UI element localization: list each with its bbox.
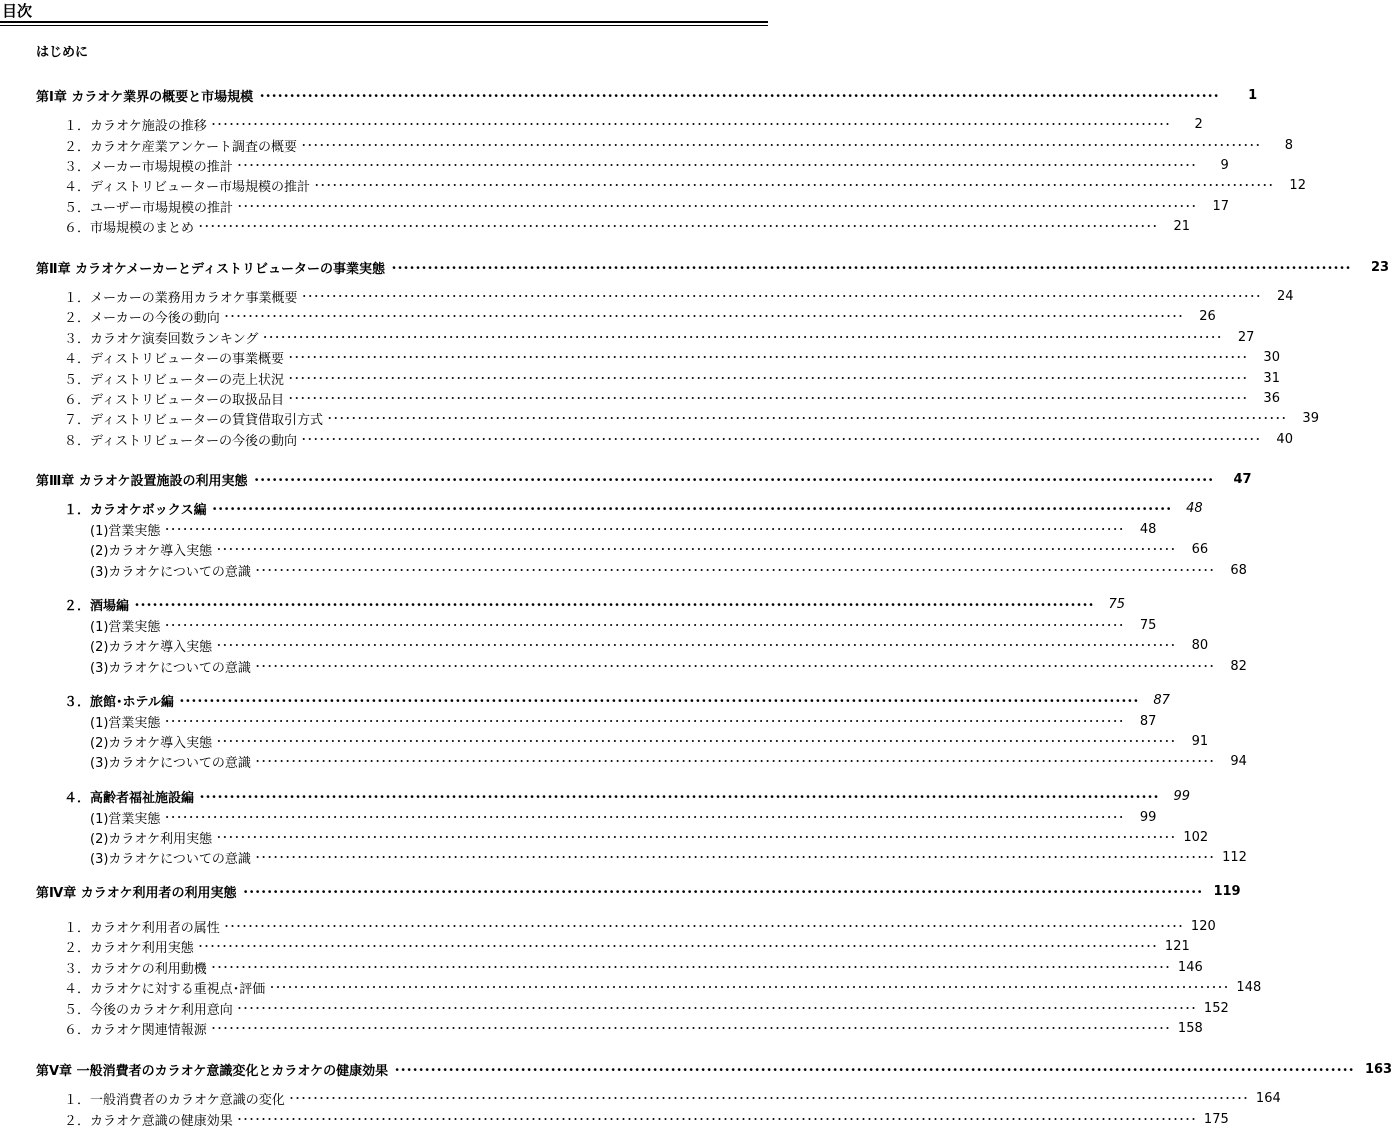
toc-entry [64,1089,1281,1108]
toc-subentry [90,561,1247,580]
section-heading-page-number: 99 [1173,788,1191,804]
dot-leader: ････････････････････････････････････････････････････････････････････････････････････････････････････････････････････････････････････････････････････････････････ [210,1022,1171,1035]
chapter-heading-page-number: 119 [1213,883,1241,899]
toc-entry-title: ５．今後のカラオケ利用意向 [64,1002,233,1018]
toc-subentry-page-number: 94 [1230,753,1247,769]
toc-subentry-page-number: 91 [1191,733,1209,749]
toc-subentry [90,712,1157,731]
toc-entry-page-number: 21 [1173,218,1191,234]
toc-entry-page-number: 26 [1199,308,1216,324]
toc-entry-page-number: 30 [1263,349,1280,365]
toc-entry-title: １．メーカーの業務用カラオケ事業概要 [64,290,298,306]
toc-entry-title: ４．ディストリビューターの事業概要 [64,351,284,367]
toc-entry-title: ２．メーカーの今後の動向 [64,310,220,326]
toc-subentry-title: (3)カラオケについての意識 [90,660,251,676]
dot-leader: ････････････････････････････････････････････････････････････････････････････････････････････････････････････････････････････････････････････････････････････････ [210,118,1171,131]
dot-leader: ････････････････････････････････････････････････････････････････････････････････････････････････････････････････････････････････････････････････････････････････ [237,200,1198,213]
toc-entry-page-number: 8 [1284,137,1293,153]
toc-subentry-page-number: 80 [1191,637,1209,653]
dot-leader: ････････････････････････････････････････････････････････････････････････････････････････････････････････････････････････････････････････････････････････････････ [288,1092,1249,1105]
toc-subentry-title: (2)カラオケ導入実態 [90,735,213,751]
toc-subentry-title: (1)営業実態 [90,619,161,635]
dot-leader: ････････････････････････････････････････････････････････････････････････････････････････････････････････････････････････････････････････････････････････････････ [253,472,1214,487]
toc-entry [64,136,1293,155]
dot-leader: ････････････････････････････････････････････････････････････････････････････････････････････････････････････････････････････････････････････････････････････････ [326,412,1287,425]
toc-entry-title: ２．カラオケ意識の健康効果 [64,1113,233,1129]
dot-leader: ････････････････････････････････････････････････････････････････････････････････････････････････････････････････････････････････････････････････････････････････ [242,884,1203,899]
toc-entry-page-number: 39 [1302,410,1319,426]
dot-leader: ････････････････････････････････････････････････････････････････････････････････････････････････････････････････････････････････････････････････････････････････ [198,220,1159,233]
toc-entry [64,197,1230,216]
dot-leader: ････････････････････････････････････････････････････････････････････････････････････････････････････････････････････････････････････････････････････････････････ [223,310,1184,323]
dot-leader: ････････････････････････････････････････････････････････････････････････････････････････････････････････････････････････････････････････････････････････････････ [254,755,1215,768]
dot-leader: ････････････････････････････････････････････････････････････････････････････････････････････････････････････････････････････････････････････････････････････････ [164,715,1125,728]
toc-entry-page-number: 152 [1203,1000,1229,1016]
section-heading-page-number: 87 [1153,692,1170,708]
toc-entry [64,409,1319,428]
dot-leader: ････････････････････････････････････････････････････････････････････････････････････････････････････････････････････････････････････････････････････････････････ [301,290,1262,303]
dot-leader: ････････････････････････････････････････････････････････････････････････････････････････････････････････････････････････････････････････････････････････････････ [236,1002,1197,1015]
dot-leader: ････････････････････････････････････････････････････････････････････････････････････････････････････････････････････････････････････････････････････････････････ [236,159,1197,172]
dot-leader: ････････････････････････････････････････････････････････････････････････････････････････････････････････････････････････････････････････････････････････････････ [223,920,1184,933]
section-heading [64,595,1126,614]
toc-entry-page-number: 17 [1212,198,1230,214]
toc-entry [64,999,1229,1018]
dot-leader: ････････････････････････････････････････････････････････････････････････････････････････････････････････････････････････････････････････････････････････････････ [210,961,1171,974]
dot-leader: ････････････････････････････････････････････････････････････････････････････････････････････････････････････････････････････････････････････････････････････････ [300,139,1261,152]
dot-leader: ････････････････････････････････････････････････････････････････････････････････････････････････････････････････････････････････････････････････････････････････ [211,501,1172,516]
toc-subentry-page-number: 112 [1222,849,1247,865]
toc-subentry-page-number: 68 [1230,562,1247,578]
toc-entry-page-number: 2 [1194,116,1203,132]
dot-leader: ････････････････････････････････････････････････････････････････････････････････････････････････････････････････････････････････････････････････････････････････ [236,1113,1197,1126]
toc-subentry-title: (2)カラオケ利用実態 [90,831,213,847]
toc-entry [64,917,1216,936]
toc-subentry-title: (2)カラオケ導入実態 [90,639,213,655]
toc-entry [64,369,1280,388]
toc-subentry-page-number: 102 [1183,829,1209,845]
dot-leader: ････････････････････････････････････････････････････････････････････････････････････････････････････････････････････････････････････････････････････････････････ [134,597,1095,612]
chapter-heading [36,470,1252,489]
dot-leader: ････････････････････････････････････････････････････････････････････････････････････････････････････････････････････････････････････････････････････････････････ [259,88,1220,103]
section-heading [64,691,1170,710]
toc-subentry [90,808,1157,827]
toc-entry-title: １．カラオケ利用者の属性 [64,920,220,936]
chapter-heading-title: 第Ⅳ章 カラオケ利用者の利用実態 [36,885,237,901]
toc-entry-page-number: 24 [1276,288,1294,304]
toc-entry-title: ７．ディストリビューターの賃貸借取引方式 [64,412,323,428]
toc-subentry-page-number: 75 [1139,617,1157,633]
toc-entry [64,156,1229,175]
dot-leader: ････････････････････････････････････････････････････････････････････････････････････････････････････････････････････････････････････････････････････････････････ [269,981,1230,994]
dot-leader: ････････････････････････････････････････････････････････････････････････････････････････････････････････････････････････････････････････････････････････････････ [216,543,1177,556]
page-title: 目次 [2,2,33,20]
toc-entry-title: ５．ディストリビューターの売上状況 [64,372,284,388]
toc-entry [64,287,1294,306]
toc-entry [64,389,1280,408]
section-heading-page-number: 75 [1108,596,1126,612]
section-heading-page-number: 48 [1186,500,1203,516]
section-heading [64,499,1203,518]
dot-leader: ････････････････････････････････････････････････････････････････････････････････････････････････････････････････････････････････････････････････････････････････ [216,639,1177,652]
toc-subentry [90,636,1209,655]
toc-subentry-title: (3)カラオケについての意識 [90,851,251,867]
toc-entry [64,430,1293,449]
dot-leader: ････････････････････････････････････････････････････････････････････････････････････････････････････････････････････････････････････････････････････････････････ [287,392,1248,405]
toc-subentry-page-number: 87 [1139,713,1157,729]
toc-entry-page-number: 36 [1263,390,1280,406]
toc-entry-title: １．カラオケ施設の推移 [64,118,207,134]
dot-leader: ････････････････････････････････････････････････････････････････････････････････････････････････････････････････････････････････････････････････････････････････ [164,523,1125,536]
chapter-heading-page-number: 23 [1370,259,1390,275]
section-heading-title: ４．高齢者福祉施設編 [64,790,195,806]
chapter-heading-page-number: 47 [1233,471,1252,487]
chapter-heading [36,258,1390,277]
toc-entry-page-number: 9 [1220,157,1229,173]
toc-entry-title: ４．ディストリビューター市場規模の推計 [64,179,310,195]
toc-entry-page-number: 148 [1236,979,1262,995]
toc-entry [64,1110,1229,1129]
dot-leader: ････････････････････････････････････････････････････････････････････････････････････････････････････････････････････････････････････････････････････････････････ [391,260,1352,275]
toc-entry-page-number: 175 [1203,1111,1229,1127]
dot-leader: ････････････････････････････････････････････････････････････････････････････････････････････････････････････････････････････････････････････････････････････････ [199,789,1160,804]
toc-entry [64,978,1262,997]
toc-entry-title: ６．ディストリビューターの取扱品目 [64,392,284,408]
toc-entry-page-number: 27 [1237,329,1255,345]
toc-subentry [90,657,1247,676]
dot-leader: ････････････････････････････････････････････････････････････････････････････････････････････････････････････････････････････････････････････････････････････････ [164,619,1125,632]
dot-leader: ････････････････････････････････････････････････････････････････････････････････････････････････････････････････････････････････････････････････････････････････ [287,351,1248,364]
dot-leader: ････････････････････････････････････････････････････････････････････････････････････････････････････････････････････････････････････････････････････････････････ [313,179,1274,192]
chapter-heading-title: 第Ⅱ章 カラオケメーカーとディストリビューターの事業実態 [36,261,386,277]
toc-entry-page-number: 40 [1276,431,1293,447]
toc-entry-title: ３．カラオケ演奏回数ランキング [64,331,259,347]
toc-entry-page-number: 120 [1190,918,1216,934]
toc-entry [64,937,1190,956]
section-heading-title: ３．旅館･ホテル編 [64,694,174,710]
chapter-heading [36,1060,1392,1079]
toc-subentry [90,828,1209,847]
toc-entry-title: ８．ディストリビューターの今後の動向 [64,433,297,449]
toc-subentry-title: (2)カラオケ導入実態 [90,543,213,559]
toc-entry-title: １．一般消費者のカラオケ意識の変化 [64,1092,285,1108]
chapter-heading-page-number: 1 [1248,87,1258,103]
toc-entry [64,115,1203,134]
chapter-heading [36,86,1258,105]
section-heading-title: １．カラオケボックス編 [64,502,207,518]
toc-subentry [90,520,1157,539]
toc-entry-page-number: 158 [1177,1020,1203,1036]
toc-entry-page-number: 146 [1177,959,1203,975]
toc-subentry [90,848,1247,867]
chapter-heading-title: 第Ⅲ章 カラオケ設置施設の利用実態 [36,473,248,489]
toc-entry-title: ２．カラオケ利用実態 [64,940,194,956]
toc-entry [64,307,1216,326]
toc-subentry-page-number: 82 [1230,658,1247,674]
toc-entry-page-number: 31 [1263,370,1280,386]
toc-subentry [90,540,1209,559]
toc-entry [64,217,1191,236]
dot-leader: ････････････････････････････････････････････････････････････････････････････････････････････････････････････････････････････････････････････････････････････････ [300,433,1261,446]
toc-subentry [90,616,1157,635]
toc-entry-title: ６．カラオケ関連情報源 [64,1022,207,1038]
toc-entry-title: ４．カラオケに対する重視点･評価 [64,981,266,997]
intro-heading: はじめに [36,45,89,60]
toc-entry [64,348,1280,367]
section-heading [64,787,1191,806]
dot-leader: ････････････････････････････････････････････････････････････････････････････････････････････････････････････････････････････････････････････････････････････････ [216,735,1177,748]
dot-leader: ････････････････････････････････････････････････････････････････････････････････････････････････････････････････････････････････････････････････････････････････ [287,372,1248,385]
toc-subentry-title: (1)営業実態 [90,811,161,827]
toc-subentry-title: (1)営業実態 [90,523,161,539]
toc-entry-page-number: 164 [1255,1090,1281,1106]
toc-entry-title: ３．メーカー市場規模の推計 [64,159,233,175]
dot-leader: ････････････････････････････････････････････････････････････････････････････････････････････････････････････････････････････････････････････････････････････････ [254,564,1215,577]
dot-leader: ････････････････････････････････････････････････････････････････････････････････････････････････････････････････････････････････････････････････････････････････ [216,831,1177,844]
toc-subentry-page-number: 48 [1139,521,1157,537]
dot-leader: ････････････････････････････････････････････････････････････････････････････････････････････････････････････････････････････････････････････････････････････････ [197,940,1158,953]
toc-subentry [90,732,1209,751]
chapter-heading-title: 第Ⅰ章 カラオケ業界の概要と市場規模 [36,89,254,105]
toc-entry-page-number: 12 [1289,177,1306,193]
chapter-heading [36,882,1241,901]
section-heading-title: ２．酒場編 [64,598,130,614]
toc-subentry-title: (3)カラオケについての意識 [90,564,251,580]
toc-subentry-page-number: 66 [1191,541,1209,557]
toc-entry-title: ３．カラオケの利用動機 [64,961,207,977]
toc-entry-title: ６．市場規模のまとめ [64,220,195,236]
toc-entry [64,328,1255,347]
toc-subentry-page-number: 99 [1139,809,1157,825]
toc-entry [64,1019,1203,1038]
dot-leader: ････････････････････････････････････････････････････････････････････････････････････････････････････････････････････････････････････････････････････････････････ [262,331,1223,344]
dot-leader: ････････････････････････････････････････････････････････････････････････････････････････････････････････････････････････････････････････････････････････････････ [254,851,1215,864]
toc-entry [64,176,1306,195]
toc-subentry [90,752,1247,771]
toc-subentry-title: (1)営業実態 [90,715,161,731]
dot-leader: ････････････････････････････････････････････････････････････････････････････････････････････････････････････････････････････････････････････････････････････････ [394,1062,1355,1077]
toc-subentry-title: (3)カラオケについての意識 [90,755,251,771]
dot-leader: ････････････････････････････････････････････････････････････････････････････････････････････････････････････････････････････････････････････････････････････････ [178,693,1139,708]
chapter-heading-title: 第Ⅴ章 一般消費者のカラオケ意識変化とカラオケの健康効果 [36,1063,389,1079]
chapter-heading-page-number: 163 [1364,1061,1392,1077]
toc-entry [64,958,1203,977]
dot-leader: ････････････････････････････････････････････････････････････････････････････････････････････････････････････････････････････････････････････････････････････････ [254,660,1215,673]
toc-entry-title: ５．ユーザー市場規模の推計 [64,200,234,216]
dot-leader: ････････････････････････････････････････････････････････････････････････････････････････････････････････････････････････････････････････････････････････････････ [164,811,1125,824]
toc-entry-page-number: 121 [1164,938,1190,954]
toc-entry-title: ２．カラオケ産業アンケート調査の概要 [64,139,297,155]
